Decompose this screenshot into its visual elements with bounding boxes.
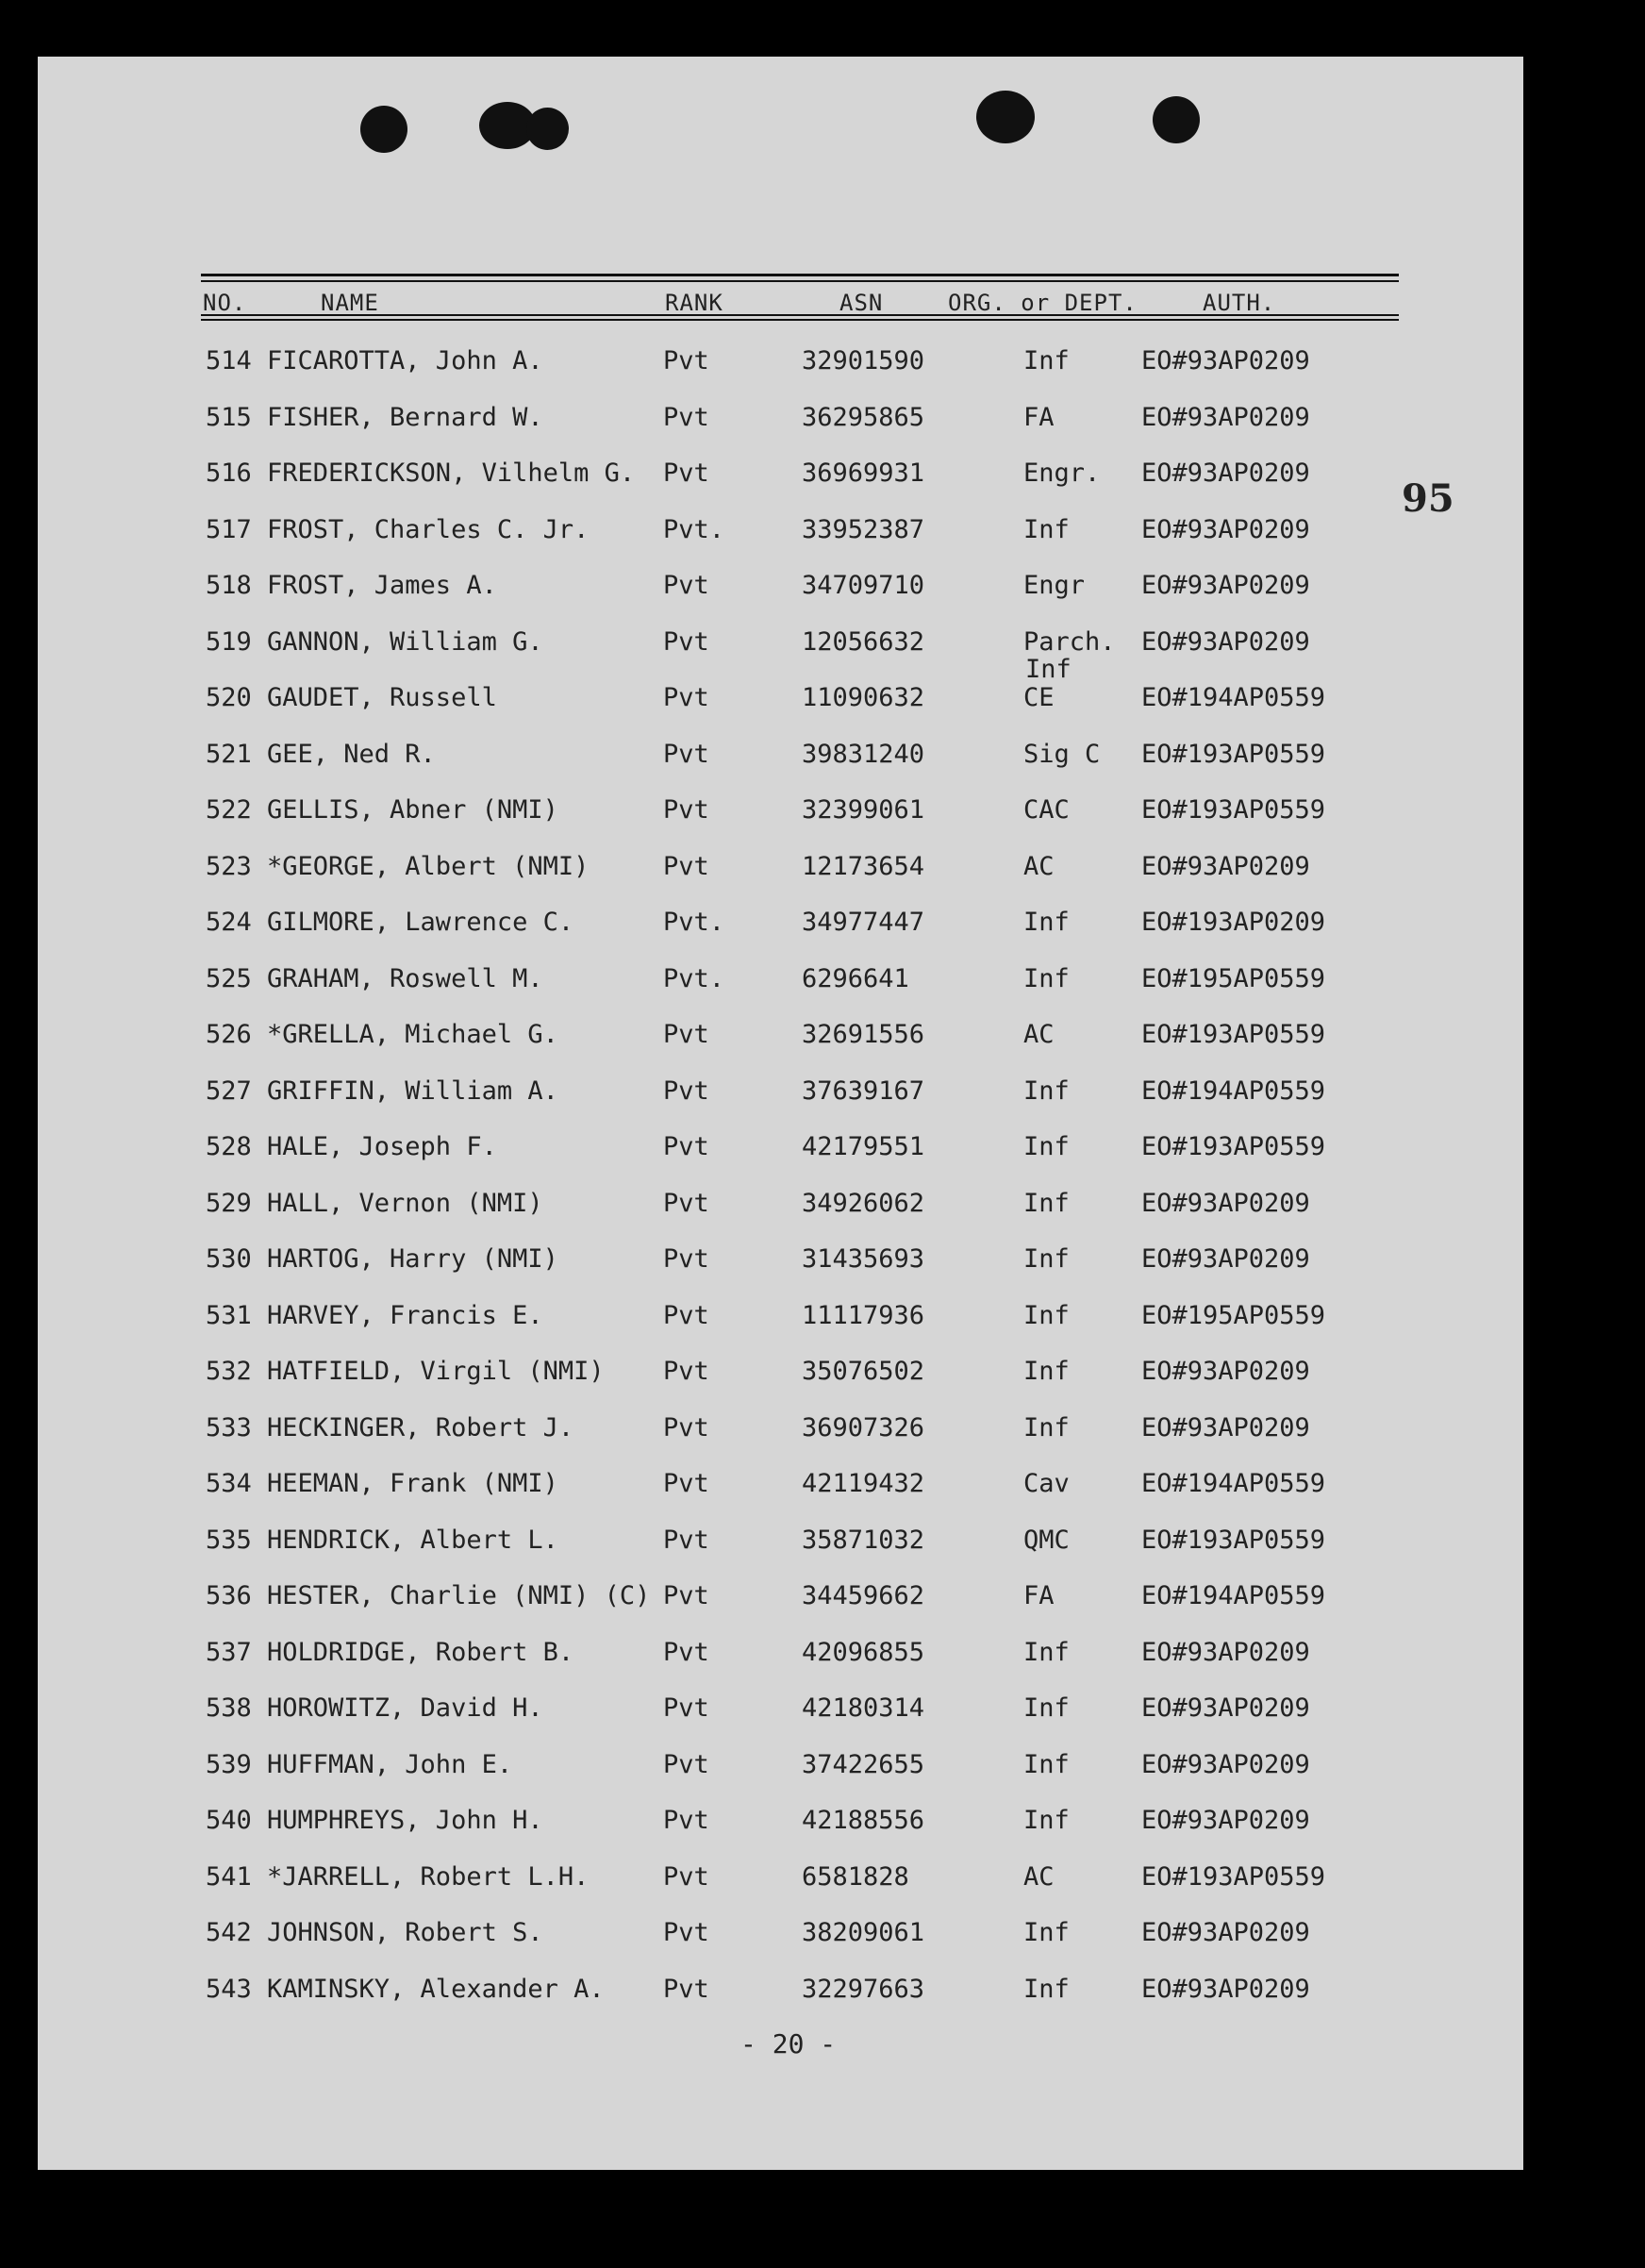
- cell-org: AC: [1023, 1861, 1055, 1892]
- cell-no: 523: [206, 851, 252, 881]
- table-row: [0, 1581, 1645, 1619]
- cell-org: CAC: [1023, 795, 1070, 825]
- cell-name: GANNON, William G.: [267, 626, 543, 657]
- cell-asn: 34709710: [802, 571, 925, 600]
- table-row: [0, 1526, 1645, 1563]
- cell-auth: EO#194AP0559: [1141, 1581, 1326, 1610]
- cell-name: GRIFFIN, William A.: [267, 1076, 558, 1106]
- cell-org: Inf: [1023, 1244, 1070, 1274]
- table-row: [0, 740, 1645, 777]
- cell-asn: 11090632: [802, 683, 925, 712]
- cell-asn: 42180314: [802, 1693, 925, 1723]
- cell-asn: 6296641: [802, 963, 909, 993]
- cell-auth: EO#193AP0559: [1141, 795, 1326, 825]
- cell-auth: EO#93AP0209: [1141, 1244, 1310, 1274]
- cell-no: 522: [206, 795, 252, 825]
- cell-asn: 32297663: [802, 1974, 925, 2004]
- cell-rank: Pvt: [663, 1525, 709, 1555]
- cell-org: FA: [1023, 402, 1055, 432]
- cell-rank: Pvt: [663, 1244, 709, 1274]
- cell-no: 532: [206, 1357, 252, 1386]
- cell-org: Inf: [1023, 1974, 1070, 2004]
- cell-auth: EO#194AP0559: [1141, 1469, 1326, 1498]
- cell-rank: Pvt: [663, 1693, 709, 1723]
- header-rule-bottom-2: [201, 319, 1399, 321]
- header-rule-top: [201, 274, 1399, 276]
- table-row: [0, 459, 1645, 496]
- cell-asn: 34926062: [802, 1188, 925, 1218]
- cell-org: AC: [1023, 851, 1055, 881]
- cell-no: 527: [206, 1076, 252, 1106]
- cell-asn: 38209061: [802, 1918, 925, 1947]
- cell-rank: Pvt: [663, 1861, 709, 1892]
- cell-rank: Pvt: [663, 1132, 709, 1161]
- cell-no: 525: [206, 963, 252, 993]
- cell-name: GRAHAM, Roswell M.: [267, 963, 543, 993]
- cell-asn: 36295865: [802, 402, 925, 432]
- cell-org: Inf: [1023, 1749, 1070, 1779]
- cell-rank: Pvt: [663, 795, 709, 825]
- cell-no: 515: [206, 402, 252, 432]
- cell-asn: 33952387: [802, 514, 925, 544]
- cell-no: 537: [206, 1637, 252, 1667]
- cell-no: 520: [206, 683, 252, 712]
- cell-rank: Pvt: [663, 1020, 709, 1049]
- cell-auth: EO#93AP0209: [1141, 346, 1310, 375]
- cell-asn: 42179551: [802, 1132, 925, 1161]
- cell-no: 539: [206, 1749, 252, 1779]
- cell-org: AC: [1023, 1020, 1055, 1049]
- cell-asn: 42188556: [802, 1806, 925, 1835]
- cell-asn: 36969931: [802, 459, 925, 488]
- cell-name: FISHER, Bernard W.: [267, 402, 543, 432]
- cell-auth: EO#93AP0209: [1141, 1412, 1310, 1443]
- table-row: [0, 627, 1645, 665]
- cell-auth: EO#93AP0209: [1141, 1974, 1310, 2004]
- cell-rank: Pvt: [663, 739, 709, 769]
- cell-rank: Pvt: [663, 1918, 709, 1947]
- table-row: [0, 1189, 1645, 1226]
- cell-rank: Pvt: [663, 683, 709, 712]
- table-row: [0, 1020, 1645, 1058]
- cell-auth: EO#93AP0209: [1141, 626, 1310, 657]
- cell-org: Inf: [1023, 1412, 1070, 1443]
- cell-auth: EO#93AP0209: [1141, 459, 1310, 488]
- cell-asn: 12056632: [802, 626, 925, 657]
- cell-no: 517: [206, 514, 252, 544]
- cell-name: HOROWITZ, David H.: [267, 1693, 543, 1723]
- cell-auth: EO#194AP0559: [1141, 683, 1326, 712]
- cell-no: 543: [206, 1974, 252, 2004]
- cell-no: 518: [206, 571, 252, 600]
- cell-no: 530: [206, 1244, 252, 1274]
- cell-auth: EO#93AP0209: [1141, 1918, 1310, 1947]
- cell-no: 516: [206, 459, 252, 488]
- cell-no: 542: [206, 1918, 252, 1947]
- cell-no: 521: [206, 739, 252, 769]
- cell-no: 534: [206, 1469, 252, 1498]
- cell-no: 531: [206, 1300, 252, 1330]
- stamp-number: 95: [1402, 476, 1454, 521]
- table-row: [0, 1469, 1645, 1507]
- cell-rank: Pvt: [663, 346, 709, 375]
- cell-rank: Pvt: [663, 1076, 709, 1106]
- cell-asn: 31435693: [802, 1244, 925, 1274]
- cell-no: 535: [206, 1525, 252, 1555]
- table-row: [0, 1918, 1645, 1956]
- cell-name: HESTER, Charlie (NMI) (C): [267, 1581, 651, 1610]
- cell-no: 538: [206, 1693, 252, 1723]
- cell-org: Inf: [1023, 1300, 1070, 1330]
- header-name: NAME: [321, 290, 379, 316]
- cell-org: Inf: [1023, 1132, 1070, 1161]
- cell-auth: EO#93AP0209: [1141, 1693, 1310, 1723]
- cell-asn: 34459662: [802, 1581, 925, 1610]
- cell-name: HENDRICK, Albert L.: [267, 1525, 558, 1555]
- cell-rank: Pvt: [663, 1637, 709, 1667]
- cell-name: HOLDRIDGE, Robert B.: [267, 1637, 574, 1667]
- cell-asn: 42096855: [802, 1637, 925, 1667]
- cell-asn: 32691556: [802, 1020, 925, 1049]
- cell-name: HATFIELD, Virgil (NMI): [267, 1357, 605, 1386]
- cell-auth: EO#93AP0209: [1141, 1188, 1310, 1218]
- cell-name: *GRELLA, Michael G.: [267, 1020, 558, 1049]
- cell-rank: Pvt: [663, 1974, 709, 2004]
- header-org: ORG. or DEPT.: [948, 290, 1138, 316]
- cell-name: HARVEY, Francis E.: [267, 1300, 543, 1330]
- cell-name: HEEMAN, Frank (NMI): [267, 1469, 558, 1498]
- cell-name: GAUDET, Russell: [267, 683, 497, 712]
- cell-rank: Pvt.: [663, 514, 725, 544]
- cell-org: Sig C: [1023, 739, 1101, 769]
- cell-name: FROST, Charles C. Jr.: [267, 514, 590, 544]
- cell-no: 526: [206, 1020, 252, 1049]
- cell-no: 528: [206, 1132, 252, 1161]
- cell-no: 524: [206, 908, 252, 937]
- header-auth: AUTH.: [1203, 290, 1276, 316]
- table-row: [0, 571, 1645, 609]
- table-row: [0, 1301, 1645, 1339]
- table-row: [0, 1076, 1645, 1114]
- cell-org: Parch.: [1023, 626, 1116, 657]
- cell-auth: EO#193AP0559: [1141, 1132, 1326, 1161]
- cell-org: QMC: [1023, 1525, 1070, 1555]
- header-rule-top-2: [201, 280, 1399, 282]
- cell-rank: Pvt: [663, 459, 709, 488]
- table-row: [0, 964, 1645, 1002]
- cell-rank: Pvt: [663, 1300, 709, 1330]
- cell-org: FA: [1023, 1581, 1055, 1610]
- cell-auth: EO#193AP0559: [1141, 1525, 1326, 1555]
- cell-auth: EO#93AP0209: [1141, 851, 1310, 881]
- cell-asn: 39831240: [802, 739, 925, 769]
- cell-auth: EO#195AP0559: [1141, 1300, 1326, 1330]
- cell-org: Inf: [1023, 908, 1070, 937]
- cell-no: 533: [206, 1412, 252, 1443]
- cell-auth: EO#194AP0559: [1141, 1076, 1326, 1106]
- cell-asn: 35871032: [802, 1525, 925, 1555]
- cell-name: KAMINSKY, Alexander A.: [267, 1974, 605, 2004]
- cell-org: Inf: [1023, 1806, 1070, 1835]
- table-row: [0, 1357, 1645, 1394]
- cell-asn: 32399061: [802, 795, 925, 825]
- cell-rank: Pvt: [663, 1469, 709, 1498]
- cell-asn: 6581828: [802, 1861, 909, 1892]
- table-row: [0, 683, 1645, 721]
- cell-no: 536: [206, 1581, 252, 1610]
- table-row: [0, 908, 1645, 945]
- cell-no: 514: [206, 346, 252, 375]
- table-row: [0, 1132, 1645, 1170]
- table-row: [0, 515, 1645, 553]
- cell-no: 529: [206, 1188, 252, 1218]
- punch-hole: [1153, 96, 1200, 143]
- cell-org: Inf: [1023, 1357, 1070, 1386]
- cell-asn: 35076502: [802, 1357, 925, 1386]
- cell-auth: EO#193AP0559: [1141, 1861, 1326, 1892]
- cell-name: HALE, Joseph F.: [267, 1132, 497, 1161]
- table-row: [0, 1413, 1645, 1451]
- cell-name: FROST, James A.: [267, 571, 497, 600]
- cell-name: *JARRELL, Robert L.H.: [267, 1861, 590, 1892]
- cell-org: Inf: [1023, 963, 1070, 993]
- punch-hole: [360, 106, 407, 153]
- header-asn: ASN: [839, 290, 884, 316]
- table-row: [0, 1693, 1645, 1731]
- cell-asn: 37422655: [802, 1749, 925, 1779]
- cell-rank: Pvt.: [663, 908, 725, 937]
- punch-hole: [976, 91, 1035, 143]
- cell-asn: 12173654: [802, 851, 925, 881]
- cell-org: Engr.: [1023, 459, 1101, 488]
- cell-asn: 34977447: [802, 908, 925, 937]
- table-row: [0, 1244, 1645, 1282]
- table-row: [0, 346, 1645, 384]
- cell-asn: 36907326: [802, 1412, 925, 1443]
- cell-org: Inf: [1023, 1637, 1070, 1667]
- cell-asn: 37639167: [802, 1076, 925, 1106]
- cell-name: FREDERICKSON, Vilhelm G.: [267, 459, 636, 488]
- cell-no: 541: [206, 1861, 252, 1892]
- cell-rank: Pvt: [663, 1412, 709, 1443]
- cell-org: Inf: [1023, 1076, 1070, 1106]
- cell-rank: Pvt: [663, 1806, 709, 1835]
- cell-auth: EO#193AP0559: [1141, 1020, 1326, 1049]
- cell-rank: Pvt: [663, 571, 709, 600]
- punch-hole: [526, 108, 569, 150]
- cell-auth: EO#93AP0209: [1141, 1357, 1310, 1386]
- cell-no: 540: [206, 1806, 252, 1835]
- cell-org: Inf: [1023, 1693, 1070, 1723]
- cell-name: GEE, Ned R.: [267, 739, 436, 769]
- cell-auth: EO#193AP0209: [1141, 908, 1326, 937]
- table-row: [0, 795, 1645, 833]
- cell-org: Inf: [1023, 1188, 1070, 1218]
- table-row: [0, 1750, 1645, 1788]
- cell-name: *GEORGE, Albert (NMI): [267, 851, 590, 881]
- cell-auth: EO#193AP0559: [1141, 739, 1326, 769]
- header-no: NO.: [203, 290, 247, 316]
- cell-rank: Pvt: [663, 1749, 709, 1779]
- cell-name: HUFFMAN, John E.: [267, 1749, 513, 1779]
- table-row: [0, 403, 1645, 441]
- cell-org: CE: [1023, 683, 1055, 712]
- cell-asn: 32901590: [802, 346, 925, 375]
- cell-name: HUMPHREYS, John H.: [267, 1806, 543, 1835]
- cell-auth: EO#93AP0209: [1141, 1637, 1310, 1667]
- table-row: [0, 852, 1645, 890]
- cell-asn: 42119432: [802, 1469, 925, 1498]
- cell-name: FICAROTTA, John A.: [267, 346, 543, 375]
- cell-auth: EO#93AP0209: [1141, 1749, 1310, 1779]
- cell-org: Cav: [1023, 1469, 1070, 1498]
- cell-org: Inf: [1023, 346, 1070, 375]
- cell-org: Inf: [1023, 1918, 1070, 1947]
- cell-rank: Pvt: [663, 1188, 709, 1218]
- cell-rank: Pvt: [663, 1357, 709, 1386]
- cell-auth: EO#195AP0559: [1141, 963, 1326, 993]
- cell-org: Engr: [1023, 571, 1086, 600]
- cell-auth: EO#93AP0209: [1141, 514, 1310, 544]
- cell-name: HALL, Vernon (NMI): [267, 1188, 543, 1218]
- table-row: [0, 1975, 1645, 2012]
- cell-auth: EO#93AP0209: [1141, 1806, 1310, 1835]
- table-row: [0, 1638, 1645, 1676]
- cell-name: GILMORE, Lawrence C.: [267, 908, 574, 937]
- table-row: [0, 1862, 1645, 1900]
- table-row: [0, 1806, 1645, 1843]
- extra-org-line: Inf: [1025, 655, 1072, 684]
- cell-rank: Pvt.: [663, 963, 725, 993]
- cell-name: GELLIS, Abner (NMI): [267, 795, 558, 825]
- cell-auth: EO#93AP0209: [1141, 402, 1310, 432]
- cell-name: JOHNSON, Robert S.: [267, 1918, 543, 1947]
- cell-rank: Pvt: [663, 1581, 709, 1610]
- cell-rank: Pvt: [663, 402, 709, 432]
- cell-rank: Pvt: [663, 851, 709, 881]
- page-number: - 20 -: [740, 2028, 837, 2060]
- cell-no: 519: [206, 626, 252, 657]
- cell-name: HECKINGER, Robert J.: [267, 1412, 574, 1443]
- cell-rank: Pvt: [663, 626, 709, 657]
- cell-name: HARTOG, Harry (NMI): [267, 1244, 558, 1274]
- cell-auth: EO#93AP0209: [1141, 571, 1310, 600]
- header-rank: RANK: [665, 290, 723, 316]
- cell-asn: 11117936: [802, 1300, 925, 1330]
- cell-org: Inf: [1023, 514, 1070, 544]
